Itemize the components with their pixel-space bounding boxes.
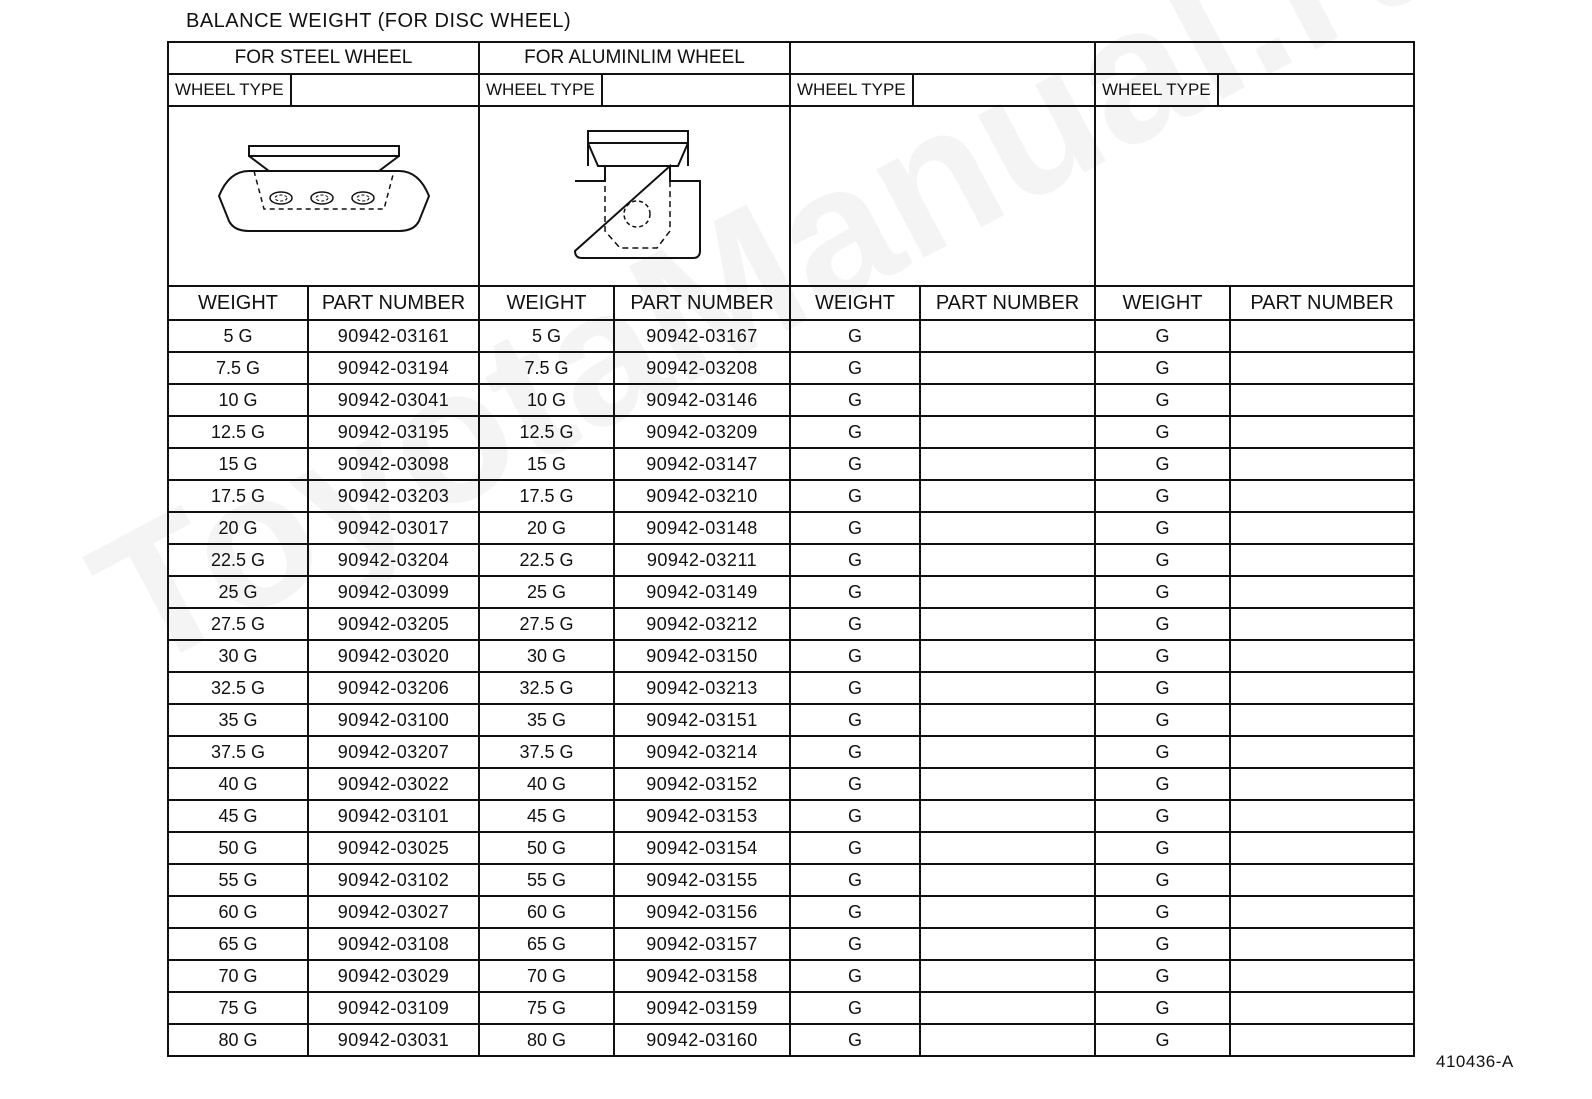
weight-cell-3: G (790, 896, 920, 928)
part-number-cell-3 (920, 608, 1095, 640)
weight-cell-3: G (790, 864, 920, 896)
part-number-cell-3 (920, 320, 1095, 352)
part-number-cell-3 (920, 512, 1095, 544)
weight-cell-4: G (1095, 768, 1230, 800)
steel-weight-cell: 37.5 G (168, 736, 308, 768)
aluminum-weight-cell: 37.5 G (479, 736, 614, 768)
part-number-cell-4 (1230, 672, 1414, 704)
steel-weight-cell: 80 G (168, 1024, 308, 1056)
weight-cell-3: G (790, 640, 920, 672)
aluminum-part-number-cell: 90942-03152 (614, 768, 790, 800)
aluminum-weight-cell: 75 G (479, 992, 614, 1024)
weight-cell-3: G (790, 1024, 920, 1056)
aluminum-weight-cell: 25 G (479, 576, 614, 608)
steel-weight-cell: 12.5 G (168, 416, 308, 448)
group-header-steel: FOR STEEL WHEEL (168, 42, 479, 74)
part-number-cell-4 (1230, 960, 1414, 992)
steel-part-number-cell: 90942-03031 (308, 1024, 479, 1056)
weight-cell-3: G (790, 512, 920, 544)
aluminum-part-number-cell: 90942-03153 (614, 800, 790, 832)
steel-weight-cell: 65 G (168, 928, 308, 960)
table-row (168, 672, 1414, 704)
wheel-type-cell-4 (1095, 74, 1414, 106)
table-row (168, 832, 1414, 864)
aluminum-part-number-cell: 90942-03209 (614, 416, 790, 448)
steel-part-number-cell: 90942-03206 (308, 672, 479, 704)
table-row (168, 640, 1414, 672)
part-number-cell-3 (920, 832, 1095, 864)
group-header-3 (790, 42, 1095, 74)
aluminum-part-number-cell: 90942-03160 (614, 1024, 790, 1056)
steel-weight-cell: 7.5 G (168, 352, 308, 384)
aluminum-weight-cell: 22.5 G (479, 544, 614, 576)
weight-cell-4: G (1095, 896, 1230, 928)
part-number-cell-4 (1230, 384, 1414, 416)
balance-weight-table (167, 41, 1415, 1057)
weight-cell-4: G (1095, 352, 1230, 384)
col-header-part-number: PART NUMBER (920, 286, 1095, 320)
aluminum-weight-cell: 50 G (479, 832, 614, 864)
aluminum-part-number-cell: 90942-03159 (614, 992, 790, 1024)
aluminum-part-number-cell: 90942-03148 (614, 512, 790, 544)
table-row (168, 800, 1414, 832)
weight-cell-4: G (1095, 992, 1230, 1024)
aluminum-weight-cell: 40 G (479, 768, 614, 800)
weight-cell-4: G (1095, 704, 1230, 736)
weight-cell-3: G (790, 960, 920, 992)
part-number-cell-4 (1230, 704, 1414, 736)
aluminum-weight-cell: 15 G (479, 448, 614, 480)
part-number-cell-3 (920, 800, 1095, 832)
part-number-cell-3 (920, 1024, 1095, 1056)
weight-cell-3: G (790, 768, 920, 800)
weight-cell-4: G (1095, 480, 1230, 512)
table-row (168, 1024, 1414, 1056)
column-header-row (168, 286, 1414, 320)
aluminum-weight-cell: 20 G (479, 512, 614, 544)
steel-weight-cell: 22.5 G (168, 544, 308, 576)
table-row (168, 736, 1414, 768)
table-row (168, 416, 1414, 448)
steel-part-number-cell: 90942-03022 (308, 768, 479, 800)
weight-cell-3: G (790, 448, 920, 480)
aluminum-weight-cell: 27.5 G (479, 608, 614, 640)
steel-part-number-cell: 90942-03195 (308, 416, 479, 448)
weight-cell-4: G (1095, 320, 1230, 352)
aluminum-weight-cell: 32.5 G (479, 672, 614, 704)
aluminum-part-number-cell: 90942-03150 (614, 640, 790, 672)
aluminum-part-number-cell: 90942-03151 (614, 704, 790, 736)
table-row (168, 992, 1414, 1024)
aluminum-part-number-cell: 90942-03208 (614, 352, 790, 384)
table-row (168, 960, 1414, 992)
wheel-type-label: WHEEL TYPE (791, 75, 914, 105)
steel-part-number-cell: 90942-03204 (308, 544, 479, 576)
col-header-weight: WEIGHT (168, 286, 308, 320)
part-number-cell-4 (1230, 896, 1414, 928)
wheel-type-label: WHEEL TYPE (169, 75, 292, 105)
group-header-row (168, 42, 1414, 74)
aluminum-weight-cell: 55 G (479, 864, 614, 896)
part-number-cell-3 (920, 736, 1095, 768)
table-row (168, 896, 1414, 928)
weight-cell-4: G (1095, 928, 1230, 960)
table-row (168, 512, 1414, 544)
wheel-type-row (168, 74, 1414, 106)
steel-part-number-cell: 90942-03102 (308, 864, 479, 896)
aluminum-part-number-cell: 90942-03211 (614, 544, 790, 576)
aluminum-weight-cell: 17.5 G (479, 480, 614, 512)
part-number-cell-3 (920, 704, 1095, 736)
col-header-weight: WEIGHT (790, 286, 920, 320)
part-number-cell-3 (920, 960, 1095, 992)
weight-cell-3: G (790, 320, 920, 352)
steel-weight-cell: 60 G (168, 896, 308, 928)
steel-part-number-cell: 90942-03161 (308, 320, 479, 352)
weight-cell-3: G (790, 928, 920, 960)
part-number-cell-4 (1230, 832, 1414, 864)
part-number-cell-3 (920, 384, 1095, 416)
weight-cell-3: G (790, 576, 920, 608)
steel-part-number-cell: 90942-03027 (308, 896, 479, 928)
steel-part-number-cell: 90942-03099 (308, 576, 479, 608)
aluminum-weight-cell: 70 G (479, 960, 614, 992)
part-number-cell-4 (1230, 640, 1414, 672)
part-number-cell-3 (920, 928, 1095, 960)
aluminum-weight-cell: 10 G (479, 384, 614, 416)
part-number-cell-3 (920, 864, 1095, 896)
steel-weight-cell: 17.5 G (168, 480, 308, 512)
aluminum-weight-cell: 35 G (479, 704, 614, 736)
illustration-empty-3 (790, 106, 1095, 286)
weight-cell-4: G (1095, 608, 1230, 640)
weight-cell-4: G (1095, 1024, 1230, 1056)
part-number-cell-3 (920, 480, 1095, 512)
part-number-cell-4 (1230, 352, 1414, 384)
aluminum-part-number-cell: 90942-03155 (614, 864, 790, 896)
col-header-part-number: PART NUMBER (614, 286, 790, 320)
steel-weight-cell: 75 G (168, 992, 308, 1024)
steel-wheel-weight-illustration (168, 106, 479, 286)
part-number-cell-4 (1230, 768, 1414, 800)
steel-part-number-cell: 90942-03101 (308, 800, 479, 832)
aluminum-wheel-weight-illustration (479, 106, 790, 286)
steel-part-number-cell: 90942-03025 (308, 832, 479, 864)
steel-part-number-cell: 90942-03207 (308, 736, 479, 768)
weight-cell-4: G (1095, 736, 1230, 768)
part-number-cell-3 (920, 448, 1095, 480)
wheel-type-cell-aluminum (479, 74, 790, 106)
table-row (168, 384, 1414, 416)
part-number-cell-4 (1230, 864, 1414, 896)
weight-cell-4: G (1095, 416, 1230, 448)
part-number-cell-3 (920, 576, 1095, 608)
part-number-cell-4 (1230, 480, 1414, 512)
part-number-cell-4 (1230, 992, 1414, 1024)
table-row (168, 480, 1414, 512)
illustration-empty-4 (1095, 106, 1414, 286)
table-row (168, 704, 1414, 736)
weight-cell-4: G (1095, 544, 1230, 576)
weight-cell-3: G (790, 672, 920, 704)
col-header-weight: WEIGHT (1095, 286, 1230, 320)
steel-weight-cell: 15 G (168, 448, 308, 480)
weight-cell-4: G (1095, 864, 1230, 896)
part-number-cell-4 (1230, 544, 1414, 576)
steel-weight-cell: 25 G (168, 576, 308, 608)
weight-cell-4: G (1095, 384, 1230, 416)
aluminum-part-number-cell: 90942-03156 (614, 896, 790, 928)
document-number: 410436-A (1436, 1052, 1514, 1071)
aluminum-weight-cell: 80 G (479, 1024, 614, 1056)
weight-cell-3: G (790, 800, 920, 832)
weight-cell-4: G (1095, 448, 1230, 480)
steel-part-number-cell: 90942-03041 (308, 384, 479, 416)
weight-cell-4: G (1095, 512, 1230, 544)
part-number-cell-3 (920, 672, 1095, 704)
part-number-cell-3 (920, 896, 1095, 928)
aluminum-weight-cell: 65 G (479, 928, 614, 960)
weight-cell-3: G (790, 544, 920, 576)
table-row (168, 448, 1414, 480)
steel-weight-cell: 27.5 G (168, 608, 308, 640)
part-number-cell-4 (1230, 448, 1414, 480)
part-number-cell-4 (1230, 320, 1414, 352)
table-row (168, 928, 1414, 960)
document-title: BALANCE WEIGHT (FOR DISC WHEEL) (186, 10, 572, 32)
table-row (168, 352, 1414, 384)
weight-cell-3: G (790, 608, 920, 640)
col-header-weight: WEIGHT (479, 286, 614, 320)
aluminum-part-number-cell: 90942-03167 (614, 320, 790, 352)
weight-cell-4: G (1095, 576, 1230, 608)
part-number-cell-4 (1230, 736, 1414, 768)
weight-cell-3: G (790, 992, 920, 1024)
col-header-part-number: PART NUMBER (308, 286, 479, 320)
aluminum-part-number-cell: 90942-03157 (614, 928, 790, 960)
weight-cell-3: G (790, 480, 920, 512)
aluminum-part-number-cell: 90942-03213 (614, 672, 790, 704)
weight-cell-4: G (1095, 800, 1230, 832)
aluminum-weight-cell: 45 G (479, 800, 614, 832)
weight-cell-3: G (790, 352, 920, 384)
illustration-row (168, 106, 1414, 286)
wheel-type-label: WHEEL TYPE (480, 75, 603, 105)
part-number-cell-3 (920, 544, 1095, 576)
table-row (168, 576, 1414, 608)
part-number-cell-4 (1230, 416, 1414, 448)
wheel-type-cell-steel (168, 74, 479, 106)
weight-cell-3: G (790, 704, 920, 736)
aluminum-weight-cell: 30 G (479, 640, 614, 672)
aluminum-part-number-cell: 90942-03158 (614, 960, 790, 992)
steel-part-number-cell: 90942-03020 (308, 640, 479, 672)
part-number-cell-3 (920, 992, 1095, 1024)
steel-weight-cell: 35 G (168, 704, 308, 736)
weight-cell-3: G (790, 736, 920, 768)
part-number-cell-3 (920, 416, 1095, 448)
aluminum-part-number-cell: 90942-03210 (614, 480, 790, 512)
aluminum-part-number-cell: 90942-03212 (614, 608, 790, 640)
weight-cell-4: G (1095, 672, 1230, 704)
steel-wheel-clip-weight-icon (209, 141, 439, 251)
steel-part-number-cell: 90942-03029 (308, 960, 479, 992)
steel-weight-cell: 5 G (168, 320, 308, 352)
steel-part-number-cell: 90942-03100 (308, 704, 479, 736)
part-number-cell-4 (1230, 1024, 1414, 1056)
part-number-cell-3 (920, 640, 1095, 672)
part-number-cell-4 (1230, 800, 1414, 832)
steel-weight-cell: 20 G (168, 512, 308, 544)
wheel-type-label: WHEEL TYPE (1096, 75, 1219, 105)
aluminum-wheel-adhesive-weight-icon (560, 126, 710, 266)
table-row (168, 608, 1414, 640)
part-number-cell-4 (1230, 576, 1414, 608)
part-number-cell-4 (1230, 928, 1414, 960)
weight-cell-3: G (790, 384, 920, 416)
steel-weight-cell: 55 G (168, 864, 308, 896)
group-header-aluminum: FOR ALUMINLIM WHEEL (479, 42, 790, 74)
aluminum-weight-cell: 12.5 G (479, 416, 614, 448)
weight-cell-3: G (790, 416, 920, 448)
col-header-part-number: PART NUMBER (1230, 286, 1414, 320)
group-header-4 (1095, 42, 1414, 74)
aluminum-part-number-cell: 90942-03147 (614, 448, 790, 480)
steel-part-number-cell: 90942-03108 (308, 928, 479, 960)
part-number-cell-4 (1230, 608, 1414, 640)
aluminum-weight-cell: 5 G (479, 320, 614, 352)
steel-part-number-cell: 90942-03203 (308, 480, 479, 512)
aluminum-weight-cell: 7.5 G (479, 352, 614, 384)
table-row (168, 864, 1414, 896)
steel-weight-cell: 40 G (168, 768, 308, 800)
steel-part-number-cell: 90942-03194 (308, 352, 479, 384)
aluminum-part-number-cell: 90942-03146 (614, 384, 790, 416)
part-number-cell-3 (920, 768, 1095, 800)
part-number-cell-4 (1230, 512, 1414, 544)
weight-cell-4: G (1095, 960, 1230, 992)
steel-weight-cell: 32.5 G (168, 672, 308, 704)
weight-cell-3: G (790, 832, 920, 864)
steel-weight-cell: 10 G (168, 384, 308, 416)
steel-part-number-cell: 90942-03109 (308, 992, 479, 1024)
aluminum-part-number-cell: 90942-03149 (614, 576, 790, 608)
weight-cell-4: G (1095, 640, 1230, 672)
table-row (168, 320, 1414, 352)
aluminum-part-number-cell: 90942-03154 (614, 832, 790, 864)
aluminum-weight-cell: 60 G (479, 896, 614, 928)
weight-cell-4: G (1095, 832, 1230, 864)
steel-weight-cell: 30 G (168, 640, 308, 672)
aluminum-part-number-cell: 90942-03214 (614, 736, 790, 768)
steel-part-number-cell: 90942-03017 (308, 512, 479, 544)
steel-weight-cell: 50 G (168, 832, 308, 864)
part-number-cell-3 (920, 352, 1095, 384)
table-row (168, 768, 1414, 800)
steel-part-number-cell: 90942-03098 (308, 448, 479, 480)
wheel-type-cell-3 (790, 74, 1095, 106)
steel-weight-cell: 70 G (168, 960, 308, 992)
table-row (168, 544, 1414, 576)
steel-part-number-cell: 90942-03205 (308, 608, 479, 640)
steel-weight-cell: 45 G (168, 800, 308, 832)
